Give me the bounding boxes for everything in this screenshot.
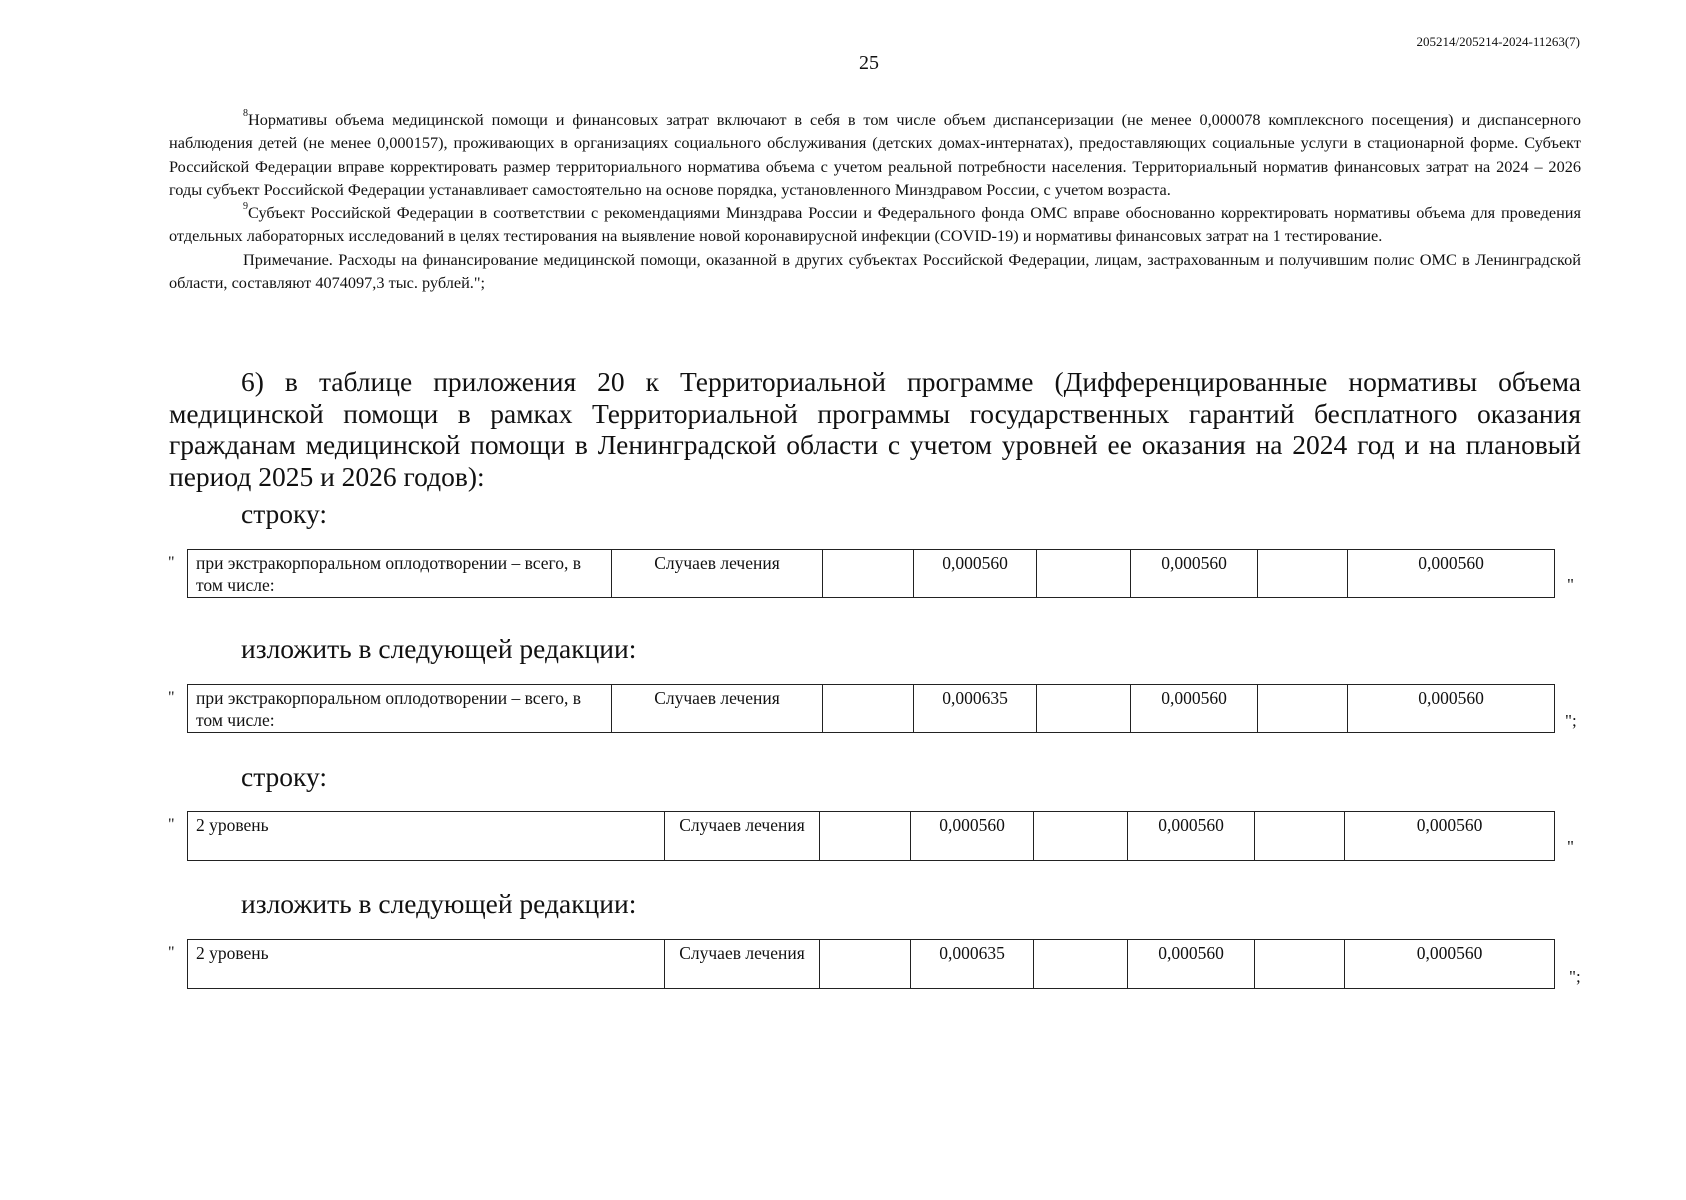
- value-cell-2026: 0,000560: [1348, 685, 1555, 733]
- closing-quote-final: ";: [1569, 967, 1581, 986]
- opening-quote: ": [168, 944, 175, 961]
- row-label: строку:: [241, 761, 328, 792]
- value-cell: [1034, 940, 1128, 989]
- value-cell: [823, 685, 914, 733]
- unit-cell: Случаев лечения: [612, 685, 823, 733]
- table-row-amended: [187, 684, 1555, 733]
- opening-quote: ": [168, 689, 175, 706]
- intro-paragraph: 6) в таблице приложения 20 к Территориальной программе (Дифференцированные нормативы объема медицинской помощи в рамках Территориальной программы государственных гарантий бесплатного оказания гражданам медицинской помощи в Ленинградской области с учетом уровней ее оказания на 2024 год и на плановый период 2025 и 2026 годов):: [169, 366, 1581, 492]
- closing-quote: ": [1567, 837, 1574, 856]
- value-cell-2024: 0,000560: [911, 812, 1034, 861]
- table-row-original: [187, 549, 1555, 598]
- unit-cell: Случаев лечения: [665, 812, 820, 861]
- table-row-original: [187, 811, 1555, 861]
- page-number: 25: [859, 52, 879, 74]
- closing-quote-final: ";: [1565, 711, 1577, 730]
- footnote-text: Нормативы объема медицинской помощи и финансовых затрат включают в себя в том числе объем диспансеризации (не менее 0,000078 комплексного посещения) и диспансерного наблюдения детей (не менее 0,000157), проживающих в организациях социального обслуживания (детских домах-интернатах), предоставляющих социальные услуги в стационарной форме. Субъект Российской Федерации вправе корректировать размер территориального норматива объема с учетом реальной потребности населения. Территориальный норматив финансовых затрат на 2024 – 2026 годы субъект Российской Федерации устанавливает самостоятельно на основе порядка, установленного Минздравом России, с учетом возраста.: [169, 110, 1581, 199]
- value-cell-2026: 0,000560: [1345, 940, 1555, 989]
- opening-quote: ": [168, 816, 175, 833]
- value-cell: [1255, 812, 1345, 861]
- value-cell: [1258, 685, 1348, 733]
- remark-note: Примечание. Расходы на финансирование медицинской помощи, оказанной в других субъектах Российской Федерации, лицам, застрахованным и получившим полис ОМС в Ленинградской области, составляют 4074097,3 тыс. рублей.";: [169, 249, 1581, 293]
- value-cell: [1037, 685, 1131, 733]
- value-cell-2024: 0,000635: [914, 685, 1037, 733]
- footnote-text: Субъект Российской Федерации в соответствии с рекомендациями Минздрава России и Федерального фонда ОМС вправе обоснованно корректировать нормативы объема для проведения отдельных лабораторных исследований в целях тестирования на выявление новой коронавирусной инфекции (COVID-19) и нормативы финансовых затрат на 1 тестирование.: [169, 203, 1581, 246]
- footnote-8: [169, 108, 1581, 201]
- unit-cell: Случаев лечения: [665, 940, 820, 989]
- value-cell-2025: 0,000560: [1131, 685, 1258, 733]
- value-cell: [820, 812, 911, 861]
- value-cell-2025: 0,000560: [1131, 550, 1258, 598]
- footnotes: [169, 108, 1581, 294]
- replace-label: изложить в следующей редакции:: [241, 888, 637, 919]
- value-cell-2025: 0,000560: [1128, 940, 1255, 989]
- value-cell-2025: 0,000560: [1128, 812, 1255, 861]
- footnote-marker: 9: [243, 201, 248, 213]
- value-cell: [1255, 940, 1345, 989]
- value-cell-2026: 0,000560: [1348, 550, 1555, 598]
- value-cell: [820, 940, 911, 989]
- row-label: строку:: [241, 498, 328, 529]
- footnote-9: [169, 201, 1581, 248]
- value-cell: [1258, 550, 1348, 598]
- row-name-cell: при экстракорпоральном оплодотворении – всего, в том числе:: [188, 550, 612, 598]
- value-cell: [1034, 812, 1128, 861]
- document-id: 205214/205214-2024-11263(7): [1416, 34, 1580, 49]
- replace-label: изложить в следующей редакции:: [241, 633, 637, 664]
- table-row-amended: [187, 939, 1555, 989]
- value-cell-2026: 0,000560: [1345, 812, 1555, 861]
- value-cell: [1037, 550, 1131, 598]
- unit-cell: Случаев лечения: [612, 550, 823, 598]
- footnote-marker: 8: [243, 108, 248, 119]
- opening-quote: ": [168, 554, 175, 571]
- row-name-cell: 2 уровень: [188, 940, 665, 989]
- closing-quote: ": [1567, 575, 1574, 594]
- row-name-cell: 2 уровень: [188, 812, 665, 861]
- row-name-cell: при экстракорпоральном оплодотворении – всего, в том числе:: [188, 685, 612, 733]
- value-cell: [823, 550, 914, 598]
- value-cell-2024: 0,000635: [911, 940, 1034, 989]
- amendment-intro: [169, 366, 1581, 492]
- value-cell-2024: 0,000560: [914, 550, 1037, 598]
